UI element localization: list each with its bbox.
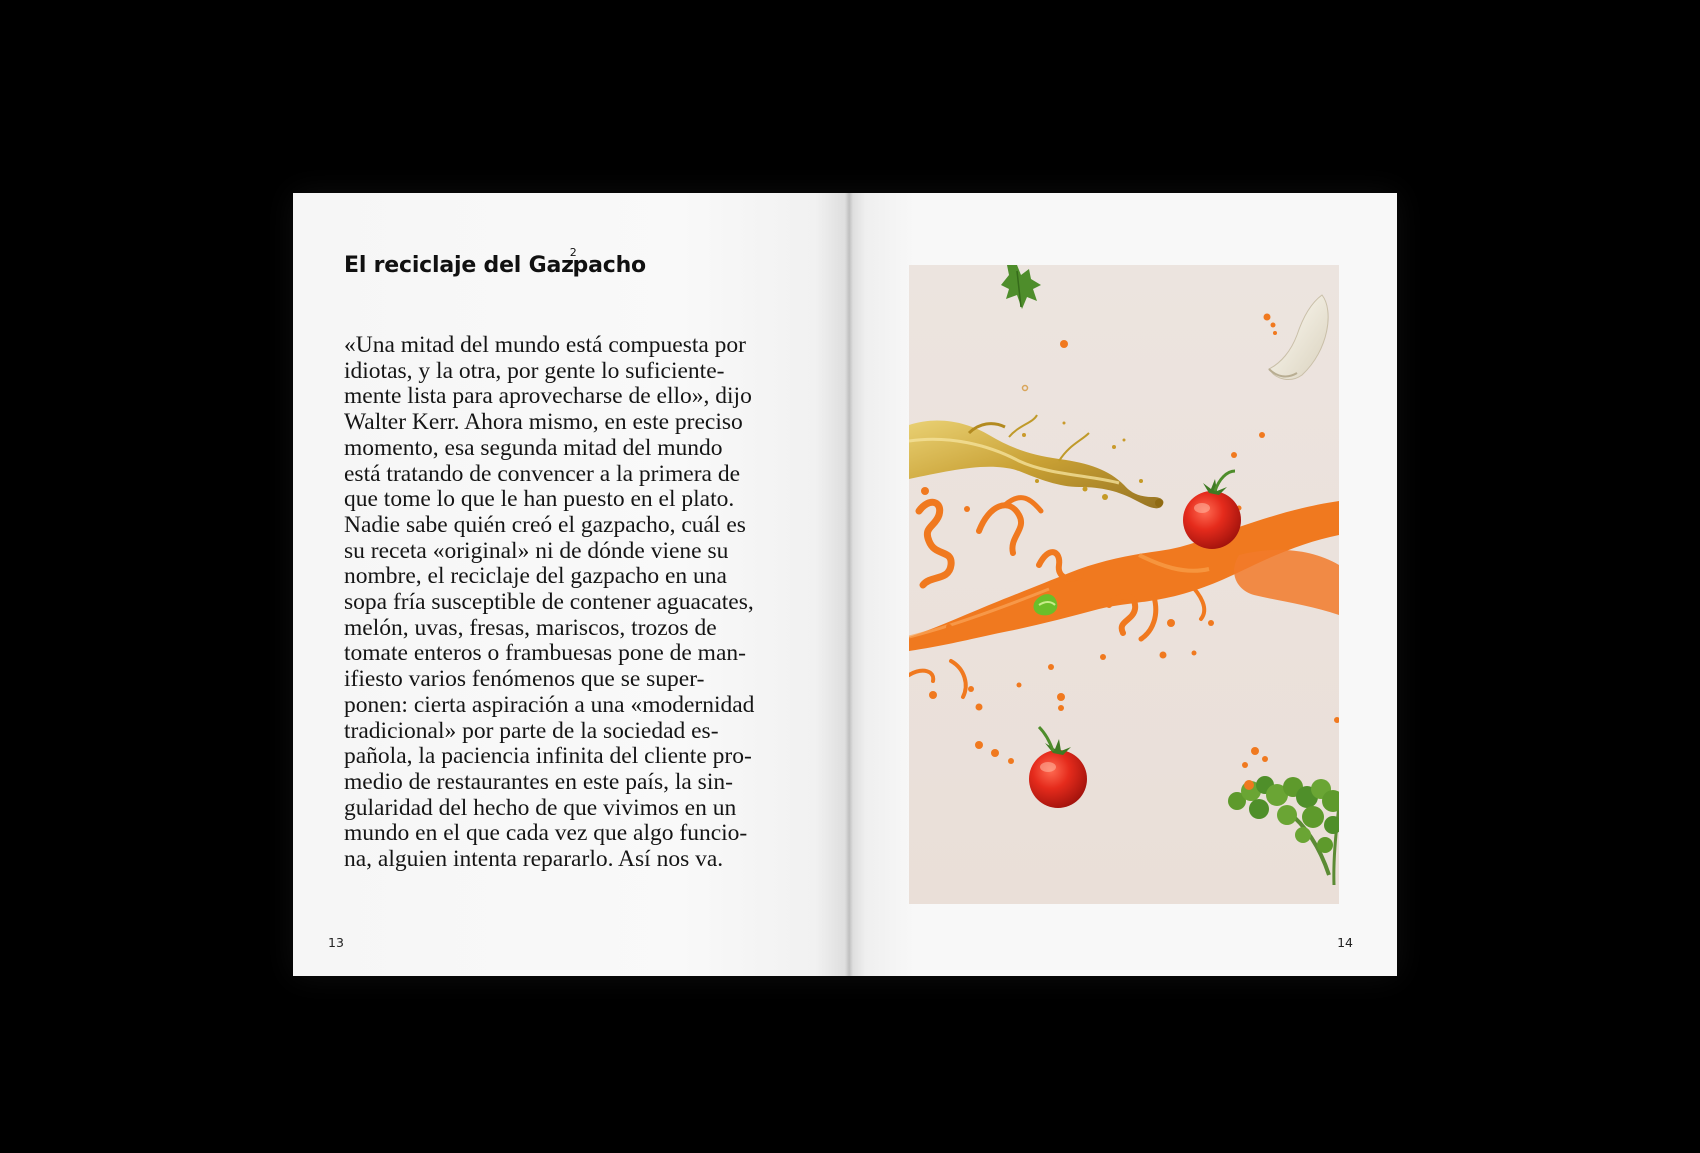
body-line: medio de restaurantes en este país, la sin- [344, 768, 733, 795]
body-line: nombre, el reciclaje del gazpacho en una [344, 563, 727, 590]
article-title [344, 246, 646, 278]
drop [1251, 747, 1259, 755]
body-line: que tome lo que le han puesto en el plato. [344, 486, 735, 513]
body-line: sopa fría susceptible de contener aguacates, [344, 589, 754, 616]
open-booklet [293, 193, 1397, 976]
drop [1123, 439, 1126, 442]
body-line: Walter Kerr. Ahora mismo, en este preciso [344, 409, 743, 436]
body-line: Nadie sabe quién creó el gazpacho, cuál es [344, 511, 746, 538]
body-line: pañola, la paciencia infinita del cliente pro- [344, 743, 752, 770]
body-line: tomate enteros o frambuesas pone de man- [344, 640, 746, 667]
title-main: El reciclaje del Gaz [344, 253, 574, 278]
drop [991, 749, 999, 757]
body-line: ponen: cierta aspiración a una «modernidad [344, 691, 755, 718]
drop [1231, 452, 1237, 458]
body-line: idiotas, y la otra, por gente lo suficiente- [344, 357, 725, 384]
drop [1242, 762, 1248, 768]
body-line: mundo en el que cada vez que algo funcio- [344, 820, 748, 847]
left-page [293, 193, 849, 976]
article-body [344, 333, 794, 873]
drop [1262, 756, 1268, 762]
drop [1058, 705, 1064, 711]
drop [1112, 445, 1116, 449]
title-superscript: 2 [569, 246, 577, 259]
garlic-drop [1271, 323, 1276, 328]
title-end: pacho [572, 253, 646, 278]
body-line: «Una mitad del mundo está compuesta por [344, 332, 747, 358]
drop [1060, 340, 1068, 348]
body-line: tradicional» por parte de la sociedad es- [344, 717, 719, 744]
drop [1057, 693, 1065, 701]
body-line: su receta «original» ni de dónde viene su [344, 537, 729, 564]
body-line: ifiesto varios fenómenos que se super- [344, 666, 705, 693]
page-number-right: 14 [1337, 935, 1353, 950]
garlic-drop [1264, 314, 1271, 321]
body-line: na, alguien intenta repararlo. Así nos va. [344, 846, 724, 873]
drop [975, 741, 983, 749]
body-line: gularidad del hecho de que vivimos en un [344, 794, 737, 821]
body-line: melón, uvas, fresas, mariscos, trozos de [344, 614, 717, 641]
drop [1259, 432, 1265, 438]
body-line: está tratando de convencer a la primera de [344, 460, 741, 487]
garlic-drop [1273, 331, 1277, 335]
gazpacho-splash-photo [909, 265, 1339, 904]
drop [1063, 422, 1066, 425]
body-line: momento, esa segunda mitad del mundo [344, 434, 723, 461]
page-number-left: 13 [328, 935, 344, 950]
booklet-spine [845, 193, 853, 976]
body-line: mente lista para aprovecharse de ello», dijo [344, 383, 752, 410]
drop [1022, 433, 1026, 437]
drop [1008, 758, 1014, 764]
